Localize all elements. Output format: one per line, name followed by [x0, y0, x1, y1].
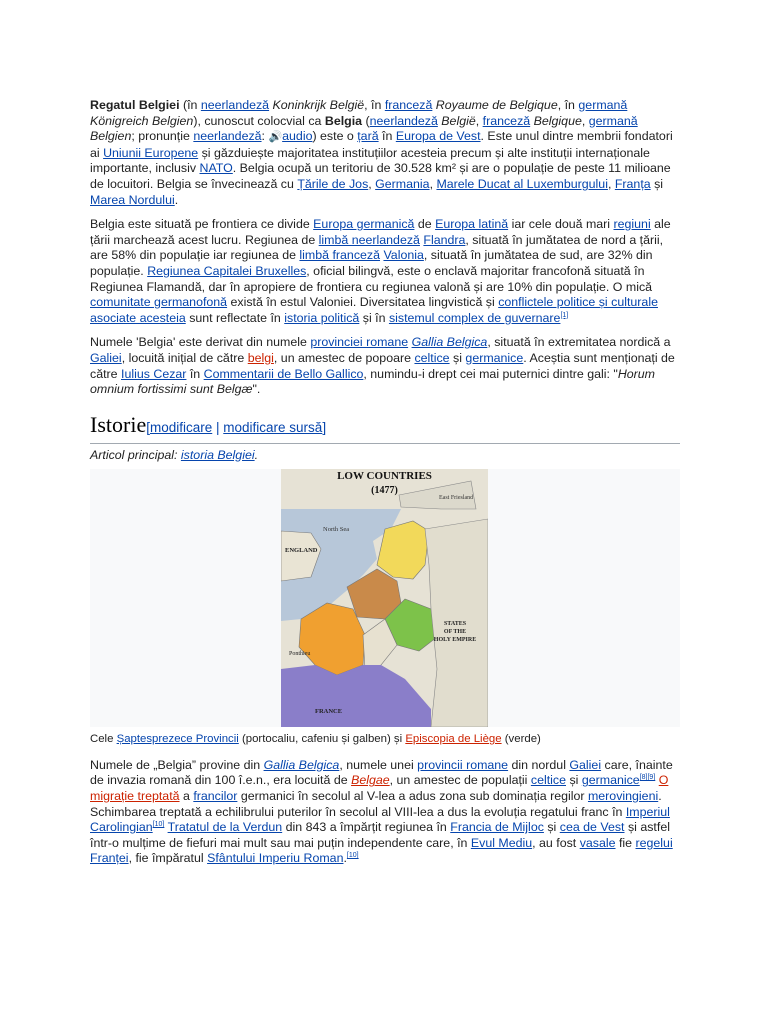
- geography-paragraph: Belgia este situată pe frontiera ce divide Europa germanică de Europa latină iar cele două mari regiuni ale țării marchează acest lucru. Regiunea de limbă neerlandeză Flandra, situată în jumătatea de nord a țării, are 58% din populație iar regiunea de limbă franceză Valonia, situată în jumătatea de sud, are 32% din populație. Regiunea Capitalei Bruxelles, oficial bilingvă, este o enclavă majoritar francofonă situată în Regiunea Flamandă, dar în apropiere de frontiera cu regiunea valonă și are 10% din populație. O mică comunitate germanofonă există în estul Valoniei. Diversitatea lingvistică și conflictele politice și culturale asociate acesteia sunt reflectate în istoria politică și în sistemul complex de guvernare[1]: [90, 217, 671, 325]
- link-germana[interactable]: germană: [588, 113, 638, 128]
- link-saptesprezece-provincii[interactable]: Șaptesprezece Provincii: [116, 733, 239, 746]
- etymology-paragraph: Numele 'Belgia' este derivat din numele provinciei romane Gallia Belgica, situată în extremitatea nordică a Galiei, locuită inițial de către belgi, un amestec de popoare celtice și germanice. Aceștia sunt menționați de către Iulius Cezar în Commentarii de Bello Gallico, numindu-i drept cei mai puternici dintre gali: "Horum omnium fortissimi sunt Belgæ".: [90, 335, 675, 397]
- link-galia[interactable]: Galiei: [90, 350, 122, 365]
- link-europa-latina[interactable]: Europa latină: [435, 217, 509, 232]
- link-germana[interactable]: germană: [578, 98, 628, 112]
- link-celtice[interactable]: celtice: [414, 350, 450, 365]
- link-luxemburg[interactable]: Marele Ducat al Luxemburgului: [436, 176, 608, 191]
- low-countries-map[interactable]: [281, 469, 488, 727]
- link-migratie-treptata[interactable]: O migrație treptată: [90, 773, 669, 804]
- edit-section-links: [modificare | modificare sursă]: [146, 419, 327, 435]
- reference-link[interactable]: [10]: [346, 852, 359, 860]
- label-ponthieu: Ponthieu: [289, 651, 311, 658]
- link-tarile-de-jos[interactable]: Țările de Jos: [297, 176, 369, 191]
- link-franci[interactable]: francilor: [193, 789, 238, 804]
- link-sistemul-de-guvernare[interactable]: sistemul complex de guvernare: [388, 310, 561, 325]
- map-year: (1477): [371, 485, 398, 497]
- link-galia[interactable]: Galiei: [569, 757, 602, 772]
- link-comunitate-germanofona[interactable]: comunitate germanofonă: [90, 295, 228, 310]
- link-cea-de-vest[interactable]: cea de Vest: [559, 820, 625, 835]
- link-neerlandeza[interactable]: neerlandeză: [200, 98, 270, 112]
- link-audio[interactable]: audio: [282, 129, 313, 144]
- label-of-the: OF THE: [443, 629, 467, 636]
- link-gallia-belgica[interactable]: Gallia Belgica: [263, 757, 340, 772]
- link-belgi[interactable]: belgi: [247, 350, 274, 365]
- map-caption: Cele Șaptesprezece Provincii (portocaliu, cafeniu și galben) și Episcopia de Liège (verde): [90, 733, 541, 746]
- link-franceza[interactable]: franceză: [384, 98, 433, 112]
- reference-link[interactable]: [10]: [152, 821, 165, 829]
- link-bruxelles[interactable]: Regiunea Capitalei Bruxelles: [147, 263, 307, 278]
- map-title: LOW COUNTRIES: [337, 470, 432, 483]
- main-article-hatnote: Articol principal: istoria Belgiei.: [90, 447, 259, 462]
- label-holy-empire: HOLY EMPIRE: [433, 637, 477, 644]
- link-provincia-romana[interactable]: provinciei romane: [310, 335, 409, 350]
- link-sfantul-imperiu-roman[interactable]: Sfântului Imperiu Roman: [207, 851, 344, 866]
- link-limba-franceza[interactable]: limbă franceză: [299, 248, 380, 263]
- link-europa-germanica[interactable]: Europa germanică: [313, 217, 415, 232]
- link-germania[interactable]: Germania: [375, 176, 430, 191]
- link-commentarii[interactable]: Commentarii de Bello Gallico: [203, 366, 364, 381]
- link-gallia-belgica[interactable]: Gallia Belgica: [411, 335, 488, 350]
- article-subject: Regatul Belgiei: [90, 98, 180, 112]
- link-germanice[interactable]: germanice: [581, 773, 640, 788]
- link-neerlandeza[interactable]: neerlandeză: [193, 129, 262, 144]
- intro-paragraph: Regatul Belgiei (în neerlandeză Koninkrijk België, în franceză Royaume de Belgique, în germană Königreich Belgien), cunoscut colocvial ca Belgia (neerlandeză België, franceză Belgique, germană Belgien; pronunție neerlandeză: 🔊audio) este o țară în Europa de Vest. Este unul dintre membrii fondatori ai Uniunii Europene și găzduiește majoritatea instituțiilor acesteia precum și alte instituții internaționale importante, inclusiv NATO. Belgia ocupă un teritoriu de 30.528 km² și are o populație de peste 11 milioane de locuitori. Belgia se învecinează cu Țările de Jos, Germania, Marele Ducat al Luxemburgului, Franța și Marea Nordului.: [90, 98, 673, 207]
- label-england: ENGLAND: [285, 547, 318, 555]
- label-east-friesland: East Friesland: [439, 495, 474, 502]
- link-belgae[interactable]: Belgae: [351, 773, 390, 788]
- link-provincii-romane[interactable]: provincii romane: [417, 757, 509, 772]
- reference-link[interactable]: [1]: [560, 311, 569, 319]
- link-iulius-cezar[interactable]: Iulius Cezar: [121, 366, 187, 381]
- history-paragraph: Numele de „Belgia” provine din Gallia Belgica, numele unei provincii romane din nordul Galiei care, înainte de invazia romană din 100 î.e.n., era locuită de Belgae, un amestec de populații celtice și germanice[8][9] O migrație treptată a francilor germanici în secolul al V-lea a adus zona sub dominația regilor merovingieni. Schimbarea treptată a echilibrului puterilor în secolul al VIII-lea a dus la evoluția regatului franc în Imperiul Carolingian[10] Tratatul de la Verdun din 843 a împărțit regiunea în Francia de Mijloc și cea de Vest și astfel într-o mulțime de fiefuri mai mult sau mai puțin independente care, în Evul Mediu, au fost vasale fie regelui Franței, fie împăratul Sfântului Imperiu Roman.[10]: [90, 757, 673, 866]
- link-limba-neerlandeza[interactable]: limbă neerlandeză: [318, 232, 420, 247]
- link-vasale[interactable]: vasale: [579, 835, 616, 850]
- link-neerlandeza[interactable]: neerlandeză: [369, 113, 438, 128]
- link-franta[interactable]: Franța: [614, 176, 651, 191]
- link-tara[interactable]: țară: [357, 129, 379, 144]
- article-content: [90, 98, 680, 876]
- reference-link[interactable]: [8][9]: [639, 774, 656, 782]
- link-uniunea-europeana[interactable]: Uniunii Europene: [103, 145, 199, 160]
- label-states: STATES: [443, 621, 467, 628]
- link-episcopia-de-liege[interactable]: Episcopia de Liège: [405, 733, 502, 746]
- link-evul-mediu[interactable]: Evul Mediu: [470, 835, 533, 850]
- link-istoria-politica[interactable]: istoria politică: [284, 310, 360, 325]
- label-north-sea: North Sea: [323, 526, 350, 534]
- edit-source-link[interactable]: modificare sursă: [223, 419, 323, 435]
- link-conflicte[interactable]: conflictele politice și culturale asociate acesteia: [90, 295, 658, 325]
- link-tratatul-de-la-verdun[interactable]: Tratatul de la Verdun: [167, 820, 283, 835]
- label-france: FRANCE: [315, 708, 343, 716]
- speaker-icon[interactable]: 🔊: [268, 131, 283, 144]
- map-figure: [90, 469, 680, 727]
- link-merovingieni[interactable]: merovingieni: [587, 789, 659, 804]
- link-marea-nordului[interactable]: Marea Nordului: [90, 192, 175, 207]
- edit-link[interactable]: modificare: [149, 419, 213, 435]
- link-istoria-belgiei[interactable]: istoria Belgiei: [180, 447, 255, 462]
- section-heading-istorie: Istorie[modificare | modificare sursă]: [90, 412, 680, 444]
- link-valonia[interactable]: Valonia: [383, 248, 424, 263]
- link-germanice[interactable]: germanice: [465, 350, 524, 365]
- link-nato[interactable]: NATO: [199, 161, 233, 176]
- link-flandra[interactable]: Flandra: [423, 232, 466, 247]
- link-regiuni[interactable]: regiuni: [613, 217, 651, 232]
- link-imperiul-carolingian[interactable]: Imperiul Carolingian: [90, 804, 670, 835]
- link-regele-frantei[interactable]: regelui Franței: [90, 835, 673, 866]
- link-celtice[interactable]: celtice: [530, 773, 566, 788]
- link-europa-de-vest[interactable]: Europa de Vest: [395, 129, 481, 144]
- link-franceza[interactable]: franceză: [482, 113, 531, 128]
- link-francia-de-mijloc[interactable]: Francia de Mijloc: [450, 820, 544, 835]
